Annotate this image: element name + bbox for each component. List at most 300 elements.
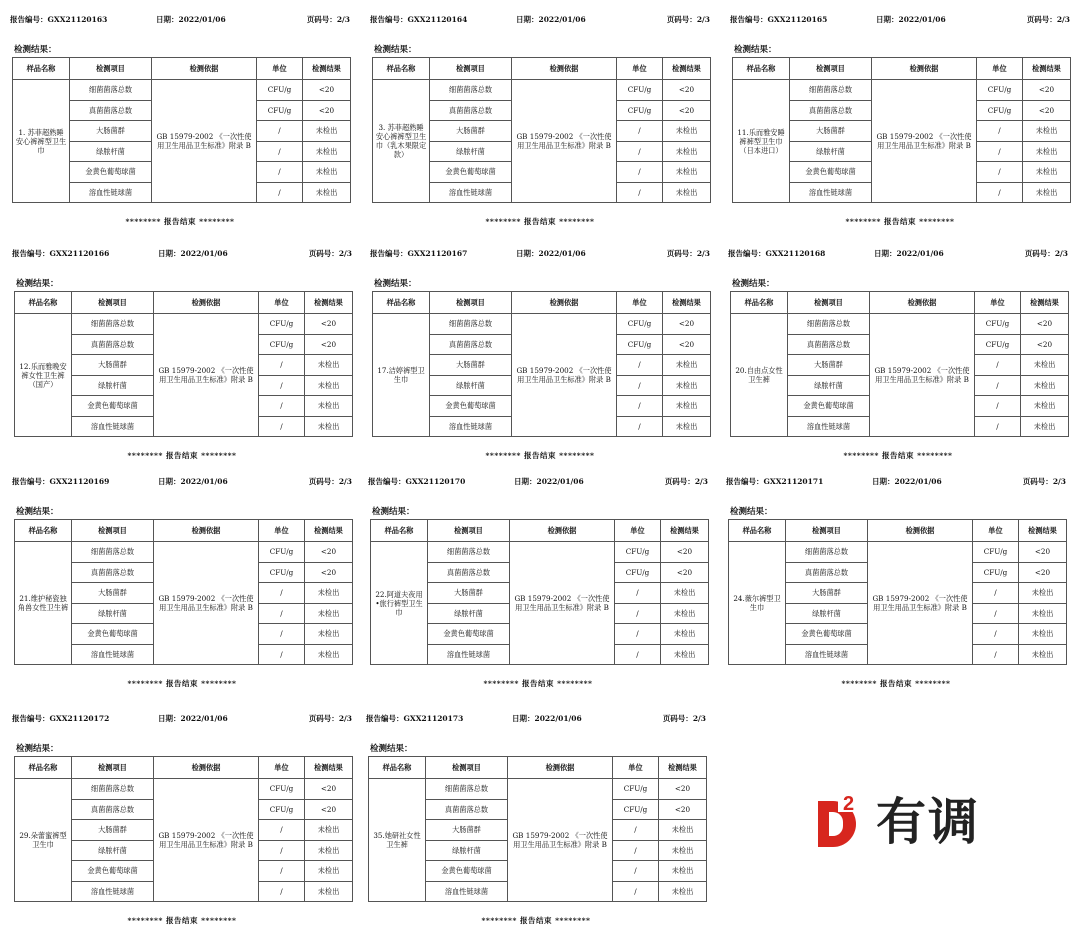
unit-cell: / (617, 141, 663, 162)
test-item: 绿脓杆菌 (72, 375, 154, 396)
test-item: 真菌菌落总数 (426, 799, 508, 820)
result-cell: <20 (305, 334, 353, 355)
page-number: 页码号：2/3 (666, 15, 710, 24)
result-cell: 未检出 (659, 840, 707, 861)
report-end-footer: ******** 报告结束 ******** (125, 217, 235, 226)
column-header: 检测结果 (1023, 58, 1071, 80)
test-item: 真菌菌落总数 (786, 562, 868, 583)
test-item: 溶血性链球菌 (70, 182, 152, 203)
test-item: 绿脓杆菌 (426, 840, 508, 861)
results-label: 检测结果： (16, 507, 59, 517)
table-row (729, 542, 1067, 563)
unit-cell: / (973, 603, 1019, 624)
column-header: 检测依据 (870, 292, 975, 314)
test-item: 绿脓杆菌 (790, 141, 872, 162)
column-header: 检测项目 (428, 520, 510, 542)
unit-cell: / (259, 881, 305, 902)
column-header: 样品名称 (13, 58, 70, 80)
unit-cell: / (259, 375, 305, 396)
results-label: 检测结果： (374, 279, 417, 289)
unit-cell: / (973, 583, 1019, 604)
report-end-footer: ******** 报告结束 ******** (485, 451, 595, 460)
report-date: 日期：2022/01/06 (156, 15, 226, 24)
unit-cell: CFU/g (975, 334, 1021, 355)
column-header: 样品名称 (729, 520, 786, 542)
result-cell: 未检出 (661, 603, 709, 624)
column-header: 检测结果 (663, 292, 711, 314)
column-header: 样品名称 (373, 292, 430, 314)
results-label: 检测结果： (374, 45, 417, 55)
page-number: 页码号：2/3 (664, 477, 708, 486)
report-end-footer: ******** 报告结束 ******** (127, 679, 237, 688)
table-header-row (15, 757, 353, 779)
column-header: 单位 (975, 292, 1021, 314)
test-item: 金黄色葡萄球菌 (426, 861, 508, 882)
column-header: 检测依据 (154, 757, 259, 779)
sample-name: 35.她研社女性卫生裤 (369, 779, 426, 902)
test-item: 大肠菌群 (70, 121, 152, 142)
report-header (726, 476, 1066, 488)
report-end-footer: ******** 报告结束 ******** (841, 679, 951, 688)
report-number: 报告编号：GXX21120173 (366, 714, 464, 723)
results-table (14, 291, 353, 437)
unit-cell: / (617, 121, 663, 142)
results-label: 检测结果： (16, 279, 59, 289)
results-table (368, 756, 707, 902)
results-table (372, 57, 711, 203)
report-header (366, 713, 706, 725)
unit-cell: CFU/g (259, 799, 305, 820)
unit-cell: CFU/g (975, 314, 1021, 335)
test-basis: GB 15979-2002 《一次性使用卫生用品卫生标准》附录 B (512, 314, 617, 437)
test-basis: GB 15979-2002 《一次性使用卫生用品卫生标准》附录 B (872, 80, 977, 203)
result-cell: 未检出 (305, 603, 353, 624)
report-number: 报告编号：GXX21120169 (12, 477, 110, 486)
column-header: 样品名称 (15, 757, 72, 779)
unit-cell: / (259, 416, 305, 437)
test-report (12, 713, 352, 928)
test-item: 溶血性链球菌 (72, 881, 154, 902)
test-item: 绿脓杆菌 (430, 375, 512, 396)
test-item: 细菌菌落总数 (72, 542, 154, 563)
page-number: 页码号：2/3 (666, 249, 710, 258)
dyoudiao-logo (818, 787, 980, 851)
unit-cell: CFU/g (259, 334, 305, 355)
column-header: 检测结果 (303, 58, 351, 80)
test-item: 大肠菌群 (790, 121, 872, 142)
result-cell: <20 (1019, 542, 1067, 563)
report-header (370, 14, 710, 26)
unit-cell: CFU/g (257, 100, 303, 121)
result-cell: 未检出 (1019, 624, 1067, 645)
unit-cell: / (977, 141, 1023, 162)
column-header: 单位 (617, 58, 663, 80)
report-end-footer: ******** 报告结束 ******** (127, 451, 237, 460)
results-label: 检测结果： (732, 279, 775, 289)
results-label: 检测结果： (372, 507, 415, 517)
unit-cell: CFU/g (973, 562, 1019, 583)
result-cell: 未检出 (305, 881, 353, 902)
page-number: 页码号：2/3 (308, 477, 352, 486)
unit-cell: CFU/g (977, 80, 1023, 101)
column-header: 检测结果 (659, 757, 707, 779)
report-header (370, 248, 710, 260)
column-header: 检测项目 (430, 58, 512, 80)
result-cell: 未检出 (659, 820, 707, 841)
test-basis: GB 15979-2002 《一次性使用卫生用品卫生标准》附录 B (510, 542, 615, 665)
unit-cell: CFU/g (613, 799, 659, 820)
page-number: 页码号：2/3 (662, 714, 706, 723)
page-number: 页码号：2/3 (1022, 477, 1066, 486)
report-number: 报告编号：GXX21120164 (370, 15, 468, 24)
unit-cell: / (613, 861, 659, 882)
unit-cell: CFU/g (257, 80, 303, 101)
test-item: 溶血性链球菌 (426, 881, 508, 902)
result-cell: 未检出 (305, 861, 353, 882)
test-item: 绿脓杆菌 (786, 603, 868, 624)
column-header: 单位 (617, 292, 663, 314)
test-item: 金黄色葡萄球菌 (430, 162, 512, 183)
results-table (370, 519, 709, 665)
table-header-row (373, 58, 711, 80)
result-cell: 未检出 (659, 861, 707, 882)
result-cell: <20 (663, 334, 711, 355)
report-header (12, 248, 352, 260)
result-cell: 未检出 (1023, 121, 1071, 142)
test-item: 大肠菌群 (72, 583, 154, 604)
test-item: 真菌菌落总数 (428, 562, 510, 583)
unit-cell: CFU/g (617, 334, 663, 355)
unit-cell: CFU/g (259, 779, 305, 800)
unit-cell: / (259, 603, 305, 624)
test-item: 真菌菌落总数 (72, 562, 154, 583)
test-item: 细菌菌落总数 (426, 779, 508, 800)
result-cell: 未检出 (305, 396, 353, 417)
test-basis: GB 15979-2002 《一次性使用卫生用品卫生标准》附录 B (870, 314, 975, 437)
test-item: 大肠菌群 (72, 820, 154, 841)
report-header (368, 476, 708, 488)
column-header: 检测项目 (786, 520, 868, 542)
unit-cell: / (975, 416, 1021, 437)
test-item: 金黄色葡萄球菌 (428, 624, 510, 645)
unit-cell: / (615, 624, 661, 645)
result-cell: <20 (1021, 334, 1069, 355)
column-header: 单位 (259, 757, 305, 779)
sample-name: 20.自由点女性卫生裤 (731, 314, 788, 437)
column-header: 检测结果 (661, 520, 709, 542)
result-cell: 未检出 (1019, 644, 1067, 665)
unit-cell: / (613, 840, 659, 861)
table-row (371, 542, 709, 563)
table-header-row (373, 292, 711, 314)
result-cell: 未检出 (663, 375, 711, 396)
report-date: 日期：2022/01/06 (158, 714, 228, 723)
unit-cell: CFU/g (617, 100, 663, 121)
report-end-footer: ******** 报告结束 ******** (481, 916, 591, 925)
column-header: 检测依据 (508, 757, 613, 779)
sample-name: 1. 苏菲超熟睡安心裤裤型卫生巾 (13, 80, 70, 203)
test-report (730, 14, 1070, 229)
results-table (12, 57, 351, 203)
report-number: 报告编号：GXX21120163 (10, 15, 108, 24)
report-header (730, 14, 1070, 26)
result-cell: <20 (659, 779, 707, 800)
unit-cell: / (615, 603, 661, 624)
result-cell: 未检出 (1021, 375, 1069, 396)
result-cell: 未检出 (305, 416, 353, 437)
test-basis: GB 15979-2002 《一次性使用卫生用品卫生标准》附录 B (508, 779, 613, 902)
logo-text: 有调 (876, 793, 980, 851)
report-date: 日期：2022/01/06 (158, 477, 228, 486)
report-end-footer: ******** 报告结束 ******** (483, 679, 593, 688)
column-header: 单位 (977, 58, 1023, 80)
result-cell: 未检出 (661, 644, 709, 665)
column-header: 检测依据 (152, 58, 257, 80)
result-cell: <20 (661, 562, 709, 583)
test-item: 绿脓杆菌 (72, 840, 154, 861)
unit-cell: / (613, 820, 659, 841)
unit-cell: / (257, 121, 303, 142)
result-cell: <20 (663, 100, 711, 121)
test-report (12, 248, 352, 463)
test-report (370, 14, 710, 229)
d-square-logo-icon (818, 793, 870, 847)
result-cell: 未检出 (1021, 396, 1069, 417)
sample-name: 3. 苏菲超熟睡安心裤裤型卫生巾（乳木果限定款） (373, 80, 430, 203)
unit-cell: / (257, 162, 303, 183)
results-label: 检测结果： (730, 507, 773, 517)
sample-name: 17.洁婷裤型卫生巾 (373, 314, 430, 437)
sample-name: 11.乐而雅安睡裤裤型卫生巾（日本进口） (733, 80, 790, 203)
table-header-row (733, 58, 1071, 80)
test-item: 绿脓杆菌 (72, 603, 154, 624)
report-number: 报告编号：GXX21120170 (368, 477, 466, 486)
column-header: 样品名称 (373, 58, 430, 80)
column-header: 检测结果 (305, 757, 353, 779)
column-header: 样品名称 (15, 292, 72, 314)
unit-cell: / (259, 583, 305, 604)
results-table (728, 519, 1067, 665)
test-item: 真菌菌落总数 (72, 334, 154, 355)
result-cell: 未检出 (663, 416, 711, 437)
column-header: 单位 (615, 520, 661, 542)
unit-cell: CFU/g (977, 100, 1023, 121)
unit-cell: / (259, 624, 305, 645)
test-item: 真菌菌落总数 (430, 100, 512, 121)
column-header: 检测结果 (305, 292, 353, 314)
page-number: 页码号：2/3 (308, 714, 352, 723)
test-item: 细菌菌落总数 (430, 314, 512, 335)
column-header: 检测项目 (788, 292, 870, 314)
test-report (12, 476, 352, 691)
sample-name: 24.薇尔裤型卫生巾 (729, 542, 786, 665)
result-cell: 未检出 (1021, 355, 1069, 376)
unit-cell: CFU/g (259, 314, 305, 335)
report-date: 日期：2022/01/06 (514, 477, 584, 486)
sample-name: 29.朵蕾蜜裤型卫生巾 (15, 779, 72, 902)
test-item: 绿脓杆菌 (70, 141, 152, 162)
unit-cell: CFU/g (615, 542, 661, 563)
results-table (730, 291, 1069, 437)
result-cell: <20 (661, 542, 709, 563)
report-header (10, 14, 350, 26)
test-item: 细菌菌落总数 (790, 80, 872, 101)
test-item: 溶血性链球菌 (788, 416, 870, 437)
report-date: 日期：2022/01/06 (516, 249, 586, 258)
table-header-row (371, 520, 709, 542)
page-number: 页码号：2/3 (1026, 15, 1070, 24)
test-item: 大肠菌群 (72, 355, 154, 376)
report-number: 报告编号：GXX21120167 (370, 249, 468, 258)
result-cell: 未检出 (305, 820, 353, 841)
column-header: 检测项目 (426, 757, 508, 779)
logo-superscript: 2 (843, 793, 855, 815)
unit-cell: CFU/g (615, 562, 661, 583)
unit-cell: / (617, 375, 663, 396)
unit-cell: / (257, 141, 303, 162)
table-row (15, 314, 353, 335)
result-cell: 未检出 (305, 355, 353, 376)
test-item: 真菌菌落总数 (72, 799, 154, 820)
result-cell: <20 (1023, 80, 1071, 101)
test-item: 金黄色葡萄球菌 (788, 396, 870, 417)
result-cell: <20 (305, 562, 353, 583)
results-label: 检测结果： (16, 744, 59, 754)
report-number: 报告编号：GXX21120171 (726, 477, 824, 486)
unit-cell: / (617, 396, 663, 417)
unit-cell: CFU/g (973, 542, 1019, 563)
unit-cell: CFU/g (613, 779, 659, 800)
result-cell: <20 (1023, 100, 1071, 121)
result-cell: <20 (1021, 314, 1069, 335)
page-number: 页码号：2/3 (1024, 249, 1068, 258)
column-header: 检测依据 (154, 520, 259, 542)
unit-cell: CFU/g (259, 562, 305, 583)
column-header: 检测项目 (430, 292, 512, 314)
result-cell: 未检出 (305, 375, 353, 396)
unit-cell: / (259, 355, 305, 376)
report-end-footer: ******** 报告结束 ******** (845, 217, 955, 226)
report-end-footer: ******** 报告结束 ******** (485, 217, 595, 226)
unit-cell: / (973, 624, 1019, 645)
test-basis: GB 15979-2002 《一次性使用卫生用品卫生标准》附录 B (154, 314, 259, 437)
result-cell: 未检出 (305, 644, 353, 665)
report-number: 报告编号：GXX21120168 (728, 249, 826, 258)
test-basis: GB 15979-2002 《一次性使用卫生用品卫生标准》附录 B (154, 779, 259, 902)
table-row (13, 80, 351, 101)
column-header: 检测结果 (1021, 292, 1069, 314)
test-item: 细菌菌落总数 (70, 80, 152, 101)
column-header: 样品名称 (371, 520, 428, 542)
report-date: 日期：2022/01/06 (158, 249, 228, 258)
column-header: 样品名称 (15, 520, 72, 542)
test-item: 金黄色葡萄球菌 (786, 624, 868, 645)
unit-cell: / (617, 355, 663, 376)
result-cell: <20 (305, 314, 353, 335)
table-row (15, 542, 353, 563)
result-cell: 未检出 (1021, 416, 1069, 437)
column-header: 单位 (259, 520, 305, 542)
test-item: 大肠菌群 (788, 355, 870, 376)
unit-cell: / (977, 121, 1023, 142)
results-table (732, 57, 1071, 203)
report-number: 报告编号：GXX21120166 (12, 249, 110, 258)
unit-cell: / (617, 182, 663, 203)
unit-cell: / (259, 644, 305, 665)
results-label: 检测结果： (370, 744, 413, 754)
column-header: 单位 (259, 292, 305, 314)
column-header: 检测项目 (72, 292, 154, 314)
column-header: 单位 (257, 58, 303, 80)
sample-name: 22.阿道夫夜用 •旅行裤型卫生巾 (371, 542, 428, 665)
column-header: 单位 (613, 757, 659, 779)
column-header: 检测项目 (70, 58, 152, 80)
unit-cell: / (977, 182, 1023, 203)
test-basis: GB 15979-2002 《一次性使用卫生用品卫生标准》附录 B (154, 542, 259, 665)
result-cell: 未检出 (663, 182, 711, 203)
report-header (728, 248, 1068, 260)
unit-cell: CFU/g (617, 314, 663, 335)
test-report (10, 14, 350, 229)
results-label: 检测结果： (734, 45, 777, 55)
result-cell: <20 (663, 314, 711, 335)
test-item: 大肠菌群 (426, 820, 508, 841)
test-item: 溶血性链球菌 (72, 416, 154, 437)
unit-cell: / (617, 162, 663, 183)
test-item: 真菌菌落总数 (790, 100, 872, 121)
test-basis: GB 15979-2002 《一次性使用卫生用品卫生标准》附录 B (152, 80, 257, 203)
table-header-row (729, 520, 1067, 542)
unit-cell: / (617, 416, 663, 437)
table-header-row (15, 292, 353, 314)
result-cell: 未检出 (663, 162, 711, 183)
result-cell: 未检出 (1023, 182, 1071, 203)
result-cell: <20 (305, 799, 353, 820)
column-header: 检测依据 (868, 520, 973, 542)
report-date: 日期：2022/01/06 (516, 15, 586, 24)
result-cell: 未检出 (1019, 583, 1067, 604)
result-cell: 未检出 (303, 121, 351, 142)
test-item: 金黄色葡萄球菌 (70, 162, 152, 183)
test-item: 溶血性链球菌 (72, 644, 154, 665)
results-table (372, 291, 711, 437)
unit-cell: / (259, 840, 305, 861)
results-table (14, 756, 353, 902)
table-row (373, 314, 711, 335)
test-item: 金黄色葡萄球菌 (430, 396, 512, 417)
test-item: 细菌菌落总数 (428, 542, 510, 563)
table-row (733, 80, 1071, 101)
result-cell: 未检出 (663, 121, 711, 142)
unit-cell: / (259, 396, 305, 417)
result-cell: 未检出 (663, 355, 711, 376)
unit-cell: / (615, 644, 661, 665)
table-row (369, 779, 707, 800)
result-cell: 未检出 (303, 141, 351, 162)
report-end-footer: ******** 报告结束 ******** (843, 451, 953, 460)
test-item: 细菌菌落总数 (786, 542, 868, 563)
test-report (368, 476, 708, 691)
test-report (726, 476, 1066, 691)
result-cell: 未检出 (1019, 603, 1067, 624)
table-row (731, 314, 1069, 335)
unit-cell: / (615, 583, 661, 604)
column-header: 检测结果 (1019, 520, 1067, 542)
unit-cell: / (257, 182, 303, 203)
test-basis: GB 15979-2002 《一次性使用卫生用品卫生标准》附录 B (512, 80, 617, 203)
test-item: 金黄色葡萄球菌 (72, 861, 154, 882)
report-header (12, 476, 352, 488)
